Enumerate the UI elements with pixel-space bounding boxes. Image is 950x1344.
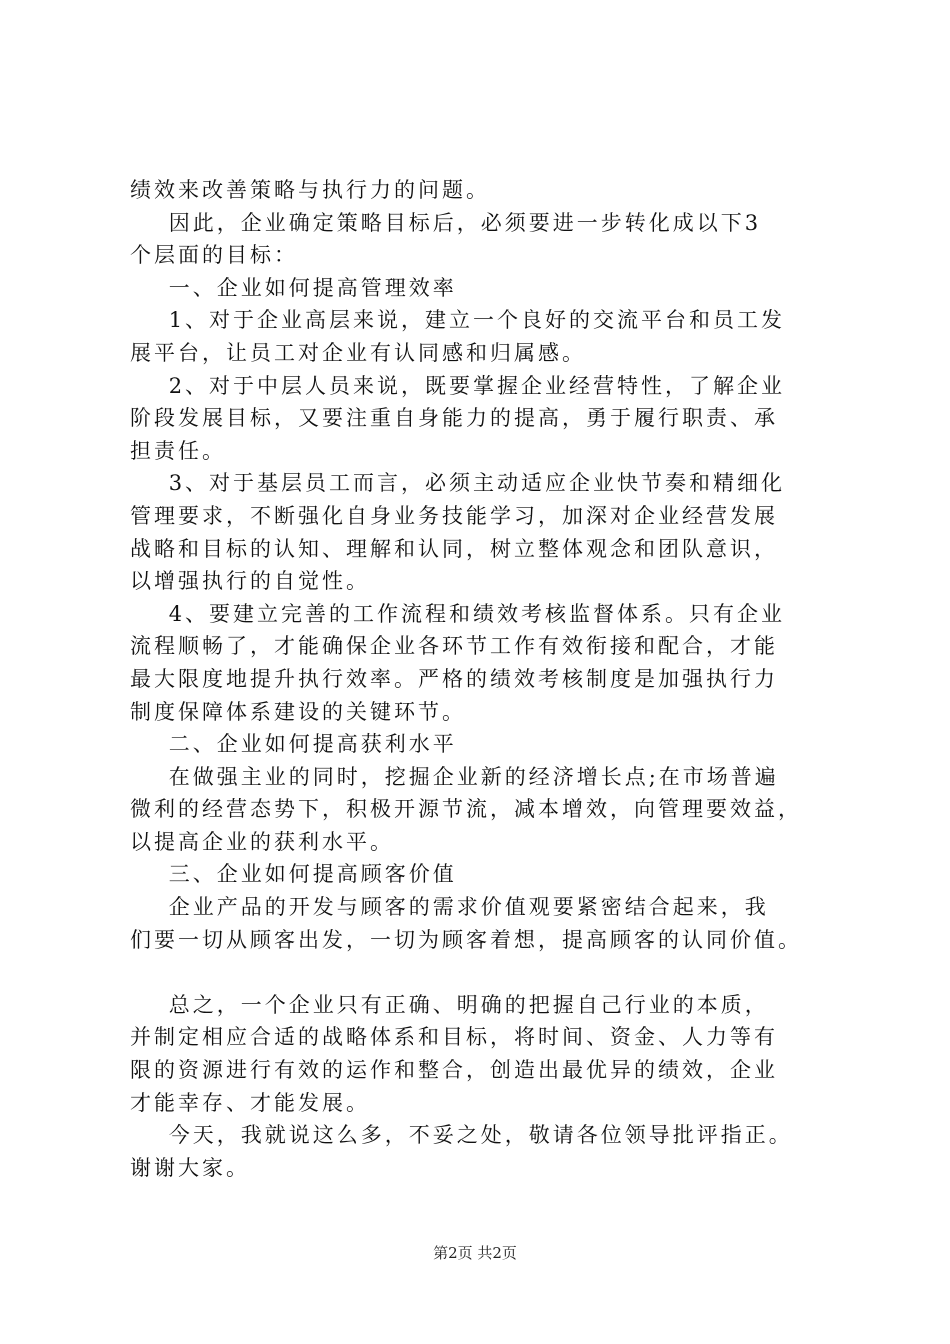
text-line: 今天，我就说这么多，不妥之处，敬请各位领导批评指正。: [130, 1123, 793, 1148]
text-line: 管理要求，不断强化自身业务技能学习，加深对企业经营发展: [130, 503, 778, 528]
text-line: 个层面的目标：: [130, 243, 298, 268]
page-footer: 第2页 共2页: [433, 1244, 517, 1262]
text-line: 限的资源进行有效的运作和整合，创造出最优异的绩效，企业: [130, 1058, 778, 1083]
text-line: 担责任。: [130, 438, 226, 463]
text-line: 谢谢大家。: [130, 1155, 250, 1180]
text-line: 微利的经营态势下，积极开源节流，减本增效，向管理要效益，: [130, 797, 802, 822]
text-line: 们要一切从顾客出发，一切为顾客着想，提高顾客的认同价值。: [130, 927, 802, 952]
text-line: 总之，一个企业只有正确、明确的把握自己行业的本质，: [130, 992, 769, 1017]
text-line: 企业产品的开发与顾客的需求价值观要紧密结合起来，我: [130, 895, 769, 920]
text-line: 战略和目标的认知、理解和认同，树立整体观念和团队意识，: [130, 536, 778, 561]
document-body: [130, 174, 830, 1184]
text-line: 阶段发展目标，又要注重自身能力的提高，勇于履行职责、承: [130, 406, 778, 431]
text-line: 最大限度地提升执行效率。严格的绩效考核制度是加强执行力: [130, 666, 778, 691]
text-line: 展平台，让员工对企业有认同感和归属感。: [130, 340, 586, 365]
text-line: 三、企业如何提高顾客价值: [130, 862, 457, 887]
text-line: 因此，企业确定策略目标后，必须要进一步转化成以下3: [130, 210, 762, 235]
text-line: 3、对于基层员工而言，必须主动适应企业快节奏和精细化: [130, 471, 786, 496]
text-line: 4、要建立完善的工作流程和绩效考核监督体系。只有企业: [130, 601, 786, 626]
text-line: 绩效来改善策略与执行力的问题。: [130, 178, 490, 202]
text-line: 二、企业如何提高获利水平: [130, 732, 457, 757]
text-line: 制度保障体系建设的关键环节。: [130, 699, 466, 724]
text-line: 并制定相应合适的战略体系和目标，将时间、资金、人力等有: [130, 1025, 778, 1050]
text-line: 2、对于中层人员来说，既要掌握企业经营特性，了解企业: [130, 373, 786, 398]
text-line: 以提高企业的获利水平。: [130, 829, 394, 854]
text-line: 1、对于企业高层来说，建立一个良好的交流平台和员工发: [130, 308, 786, 333]
text-line: 一、企业如何提高管理效率: [130, 275, 457, 300]
text-line: 以增强执行的自觉性。: [130, 569, 370, 594]
blank-line: [130, 956, 830, 989]
text-line: 流程顺畅了，才能确保企业各环节工作有效衔接和配合，才能: [130, 634, 778, 659]
text-line: 在做强主业的同时，挖掘企业新的经济增长点;在市场普遍: [130, 764, 779, 789]
text-line: 才能幸存、才能发展。: [130, 1090, 370, 1115]
